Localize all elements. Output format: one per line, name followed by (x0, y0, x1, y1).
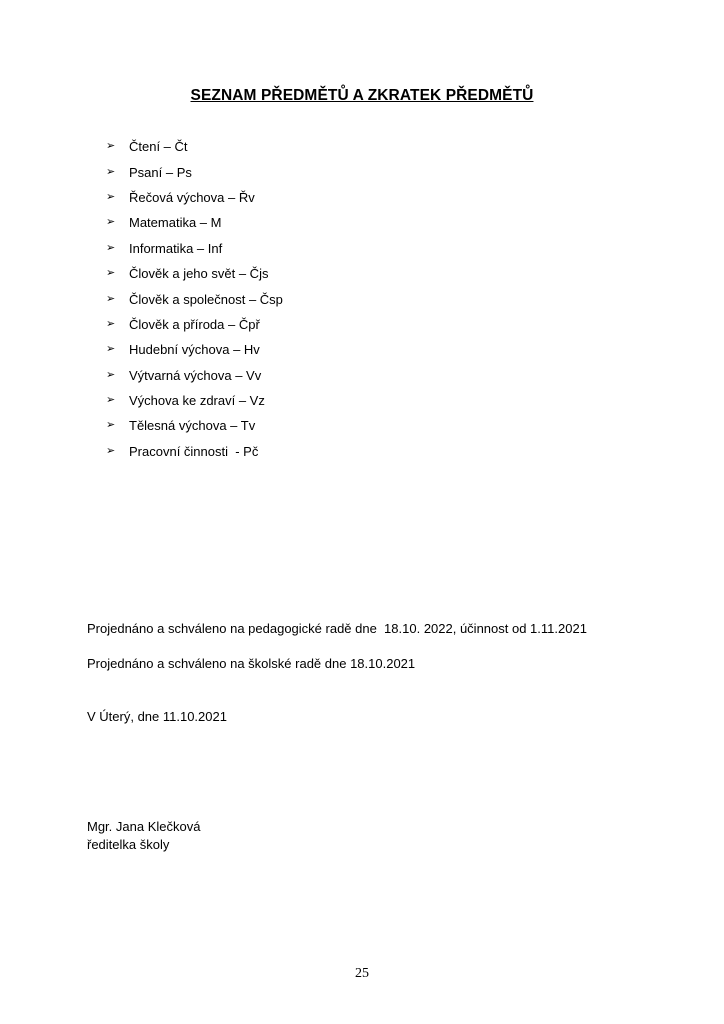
place-date: V Úterý, dne 11.10.2021 (87, 709, 227, 724)
list-item (106, 337, 283, 362)
list-item (106, 185, 283, 210)
subject-label: Pracovní činnosti - Pč (129, 443, 259, 459)
arrowhead-bullet-icon: ➢ (106, 140, 116, 153)
arrowhead-bullet-icon: ➢ (106, 368, 116, 381)
list-item (106, 286, 283, 311)
arrowhead-bullet-icon: ➢ (106, 444, 116, 457)
arrowhead-bullet-icon: ➢ (106, 292, 116, 305)
signer-role: ředitelka školy (87, 837, 170, 852)
arrowhead-bullet-icon: ➢ (106, 216, 116, 229)
document-title: SEZNAM PŘEDMĚTŮ A ZKRATEK PŘEDMĚTŮ (190, 87, 534, 104)
list-item (106, 413, 283, 438)
arrowhead-bullet-icon: ➢ (106, 241, 116, 254)
list-item (106, 261, 283, 286)
list-item (106, 134, 283, 159)
arrowhead-bullet-icon: ➢ (106, 394, 116, 407)
approval-note-school-board: Projednáno a schváleno na školské radě dne 18.10.2021 (87, 656, 416, 671)
arrowhead-bullet-icon: ➢ (106, 165, 116, 178)
subject-label: Čtení – Čt (129, 139, 188, 155)
subject-label: Výtvarná výchova – Vv (129, 367, 262, 383)
arrowhead-bullet-icon: ➢ (106, 267, 116, 280)
subject-label: Informatika – Inf (129, 240, 223, 256)
list-item (106, 210, 283, 235)
arrowhead-bullet-icon: ➢ (106, 190, 116, 203)
arrowhead-bullet-icon: ➢ (106, 343, 116, 356)
list-item (106, 363, 283, 388)
subject-label: Člověk a příroda – Čpř (129, 316, 260, 332)
subject-label: Psaní – Ps (129, 164, 192, 180)
approval-note-pedagogical-board: Projednáno a schváleno na pedagogické radě dne 18.10. 2022, účinnost od 1.11.2021 (87, 621, 587, 636)
list-item (106, 312, 283, 337)
subject-label: Člověk a společnost – Čsp (129, 291, 283, 307)
subject-label: Tělesná výchova – Tv (129, 418, 256, 434)
page-number: 25 (355, 966, 369, 981)
subject-label: Matematika – M (129, 215, 222, 231)
list-item (106, 439, 283, 464)
list-item (106, 236, 283, 261)
subject-list (106, 134, 283, 464)
list-item (106, 159, 283, 184)
arrowhead-bullet-icon: ➢ (106, 317, 116, 330)
list-item (106, 388, 283, 413)
signer-name: Mgr. Jana Klečková (87, 819, 201, 834)
subject-label: Výchova ke zdraví – Vz (129, 393, 265, 409)
subject-label: Řečová výchova – Řv (129, 189, 255, 205)
subject-label: Hudební výchova – Hv (129, 342, 260, 358)
subject-label: Člověk a jeho svět – Čjs (129, 266, 269, 282)
arrowhead-bullet-icon: ➢ (106, 419, 116, 432)
